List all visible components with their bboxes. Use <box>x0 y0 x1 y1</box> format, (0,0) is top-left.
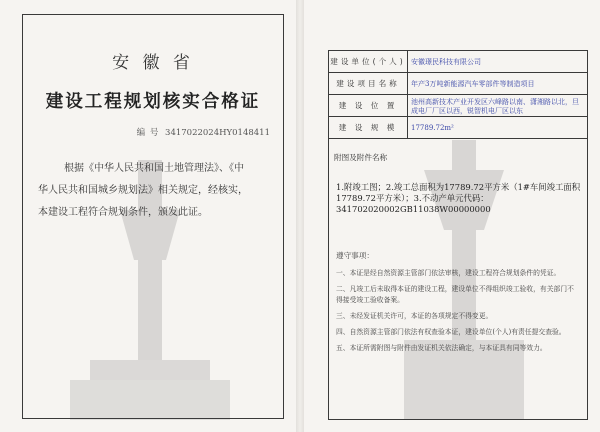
project-scale: 17789.72m² <box>411 124 454 132</box>
note-item: 二、凡竣工后未取得本证的建设工程，建设单位不得组织竣工验收，有关部门不得接受竣工验收备案。 <box>336 285 574 304</box>
certificate-number <box>137 126 270 138</box>
certificate-statement <box>38 158 268 224</box>
field-label: 建设单位(个人) <box>329 51 408 73</box>
field-value <box>408 95 588 117</box>
field-value <box>408 73 588 95</box>
builder-name: 安徽璟民科技有限公司 <box>411 58 481 66</box>
attachments-label: 附图及附件名称 <box>334 153 388 162</box>
table-row <box>329 73 588 95</box>
field-value <box>408 51 588 73</box>
field-value <box>408 117 588 139</box>
certificate-number-label: 编 号 <box>136 128 160 138</box>
statement-line: 根据《中华人民共和国土地管理法》、《中 <box>64 163 244 174</box>
project-name: 年产3万吨新能源汽车零部件等制造项目 <box>411 80 535 88</box>
note-item: 五、本证所需附图与附件由发证机关依法确定，与本证具有同等效力。 <box>336 344 547 352</box>
certificate-number-value: 3417022024HY0148411 <box>165 128 270 138</box>
note-item: 三、未经发证机关许可，本证的各项规定不得变更。 <box>336 312 493 320</box>
table-row <box>329 51 588 73</box>
notes-list <box>336 268 576 359</box>
note-item: 一、本证是经自然资源主管部门依法审核，建设工程符合规划条件的凭证。 <box>336 269 561 277</box>
statement-line: 华人民共和国城乡规划法》相关规定，经核实， <box>38 185 248 196</box>
table-row <box>329 117 588 139</box>
field-label: 建 设 规 模 <box>329 117 408 139</box>
table-row <box>329 95 588 117</box>
certificate-title: 建设工程规划核实合格证 <box>45 92 261 112</box>
statement-line: 本建设工程符合规划条件，颁发此证。 <box>38 207 208 218</box>
page-fold <box>296 0 304 432</box>
certificate-cover-panel <box>0 0 296 432</box>
attachments-text: 1.附竣工图；2.竣工总面积为17789.72平方米（1#车间竣工面积17789.72平方米）；3.不动产单元代码：341702020002GB11038W00000000 <box>336 182 581 214</box>
province-heading: 安 徽 省 <box>112 53 194 73</box>
note-item: 四、自然资源主管部门依法有权查验本证，建设单位(个人)有责任提交查验。 <box>336 328 566 336</box>
project-location: 池州高新技术产业开发区六峰路以南、潇湘路以北，旦成电厂厂区以西，锐智机电厂区以东 <box>411 97 579 115</box>
field-label: 建设项目名称 <box>329 73 408 95</box>
field-label: 建 设 位 置 <box>329 95 408 117</box>
certificate-details-panel <box>304 0 600 432</box>
notes-heading: 遵守事项： <box>336 251 374 260</box>
project-info-table <box>328 50 588 139</box>
